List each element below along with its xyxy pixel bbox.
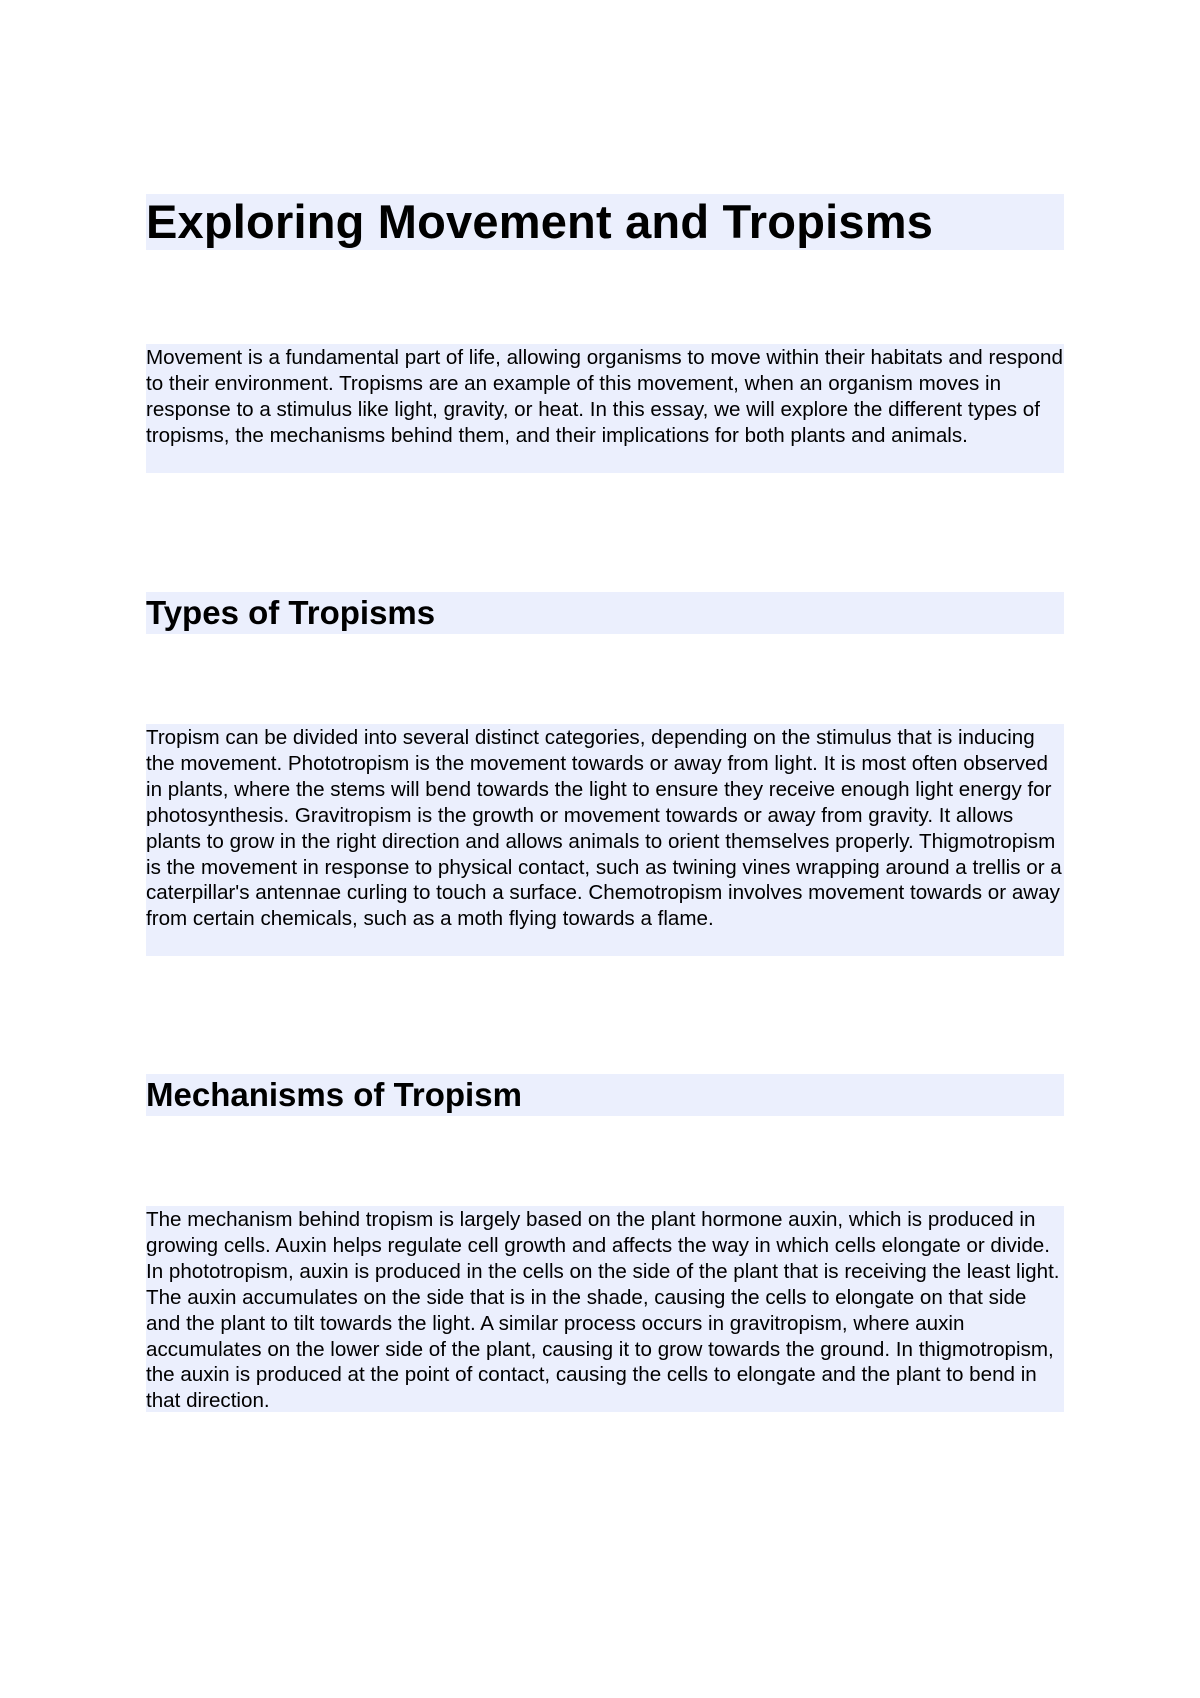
section-text-mechanisms: The mechanism behind tropism is largely based on the plant hormone auxin, which is produced in growing cells. Auxin helps regulate cell growth and affects the way in which cells elongate or divide. In phototropism, auxin is produced in the cells on the side of the plant that is receiving the least light. The auxin accumulates on the side that is in the shade, causing the cells to elongate on that side and the plant to tilt towards the light. A similar process occurs in gravitropism, where auxin accumulates on the lower side of the plant, causing it to grow towards the ground. In thigmotropism, the auxin is produced at the point of contact, causing the cells to elongate and the plant to bend in that direction.: [146, 1208, 1060, 1413]
document-title: Exploring Movement and Tropisms: [146, 194, 1064, 250]
intro-paragraph: [146, 344, 1064, 473]
intro-text: Movement is a fundamental part of life, allowing organisms to move within their habitats and respond to their environment. Tropisms are an example of this movement, when an organism moves in response to a stimulus like light, gravity, or heat. In this essay, we will explore the different types of tropisms, the mechanisms behind them, and their implications for both plants and animals.: [146, 346, 1063, 447]
section-paragraph-types: [146, 724, 1064, 956]
section-paragraph-mechanisms: [146, 1206, 1064, 1412]
section-heading-types: Types of Tropisms: [146, 592, 1064, 634]
section-heading-mechanisms: Mechanisms of Tropism: [146, 1074, 1064, 1116]
section-text-types: Tropism can be divided into several distinct categories, depending on the stimulus that is inducing the movement. Phototropism is the movement towards or away from light. It is most often observed in plants, where the stems will bend towards the light to ensure they receive enough light energy for photosynthesis. Gravitropism is the growth or movement towards or away from gravity. It allows plants to grow in the right direction and allows animals to orient themselves properly. Thigmotropism is the movement in response to physical contact, such as twining vines wrapping around a trellis or a caterpillar's antennae curling to touch a surface. Chemotropism involves movement towards or away from certain chemicals, such as a moth flying towards a flame.: [146, 726, 1062, 931]
